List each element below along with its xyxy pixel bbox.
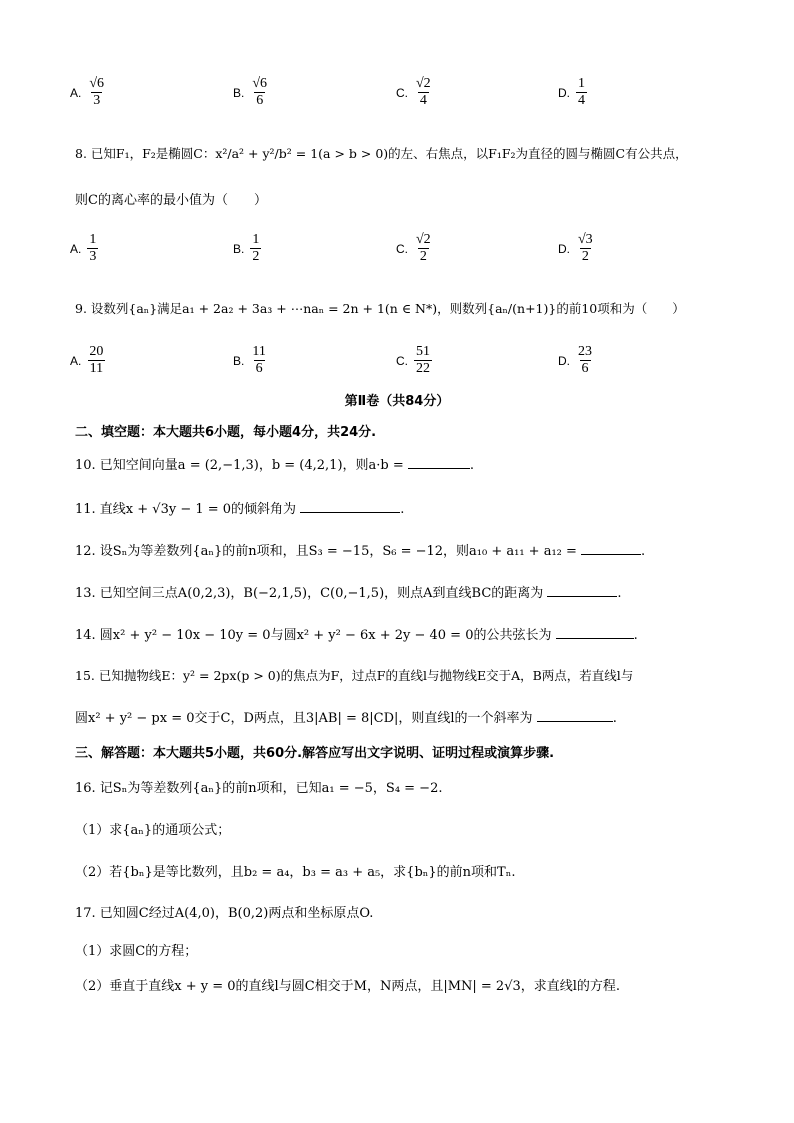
q12-answer-blank — [581, 542, 641, 555]
q13: 13. 已知空间三点A(0,2,3)，B(−2,1,5)，C(0,−1,5)，则点A到直线BC的距离为 . — [75, 586, 622, 601]
q15-line2: 圆x² + y² − px = 0交于C，D两点，且3|AB| = 8|CD|，则直线l的一个斜率为 . — [75, 711, 617, 726]
q14: 14. 圆x² + y² − 10x − 10y = 0与圆x² + y² − 6x + 2y − 40 = 0的公共弦长为 . — [75, 628, 638, 643]
q14-answer-blank — [556, 626, 634, 639]
q13-answer-blank — [547, 584, 617, 597]
q7-a-fraction: $\frac{√6}{3}$ — [89, 76, 105, 108]
q15-line1: 15. 已知抛物线E：y² = 2px(p > 0)的焦点为F，过点F的直线l与抛物线E交于A，B两点，若直线l与 — [75, 668, 634, 683]
q7-b-fraction: $\frac{√6}{6}$ — [252, 76, 268, 108]
q7-option-b: B. $\frac{√6}{6}$ — [233, 76, 268, 108]
section-answer-title: 三、解答题：本大题共5小题，共60分.解答应写出文字说明、证明过程或演算步骤. — [75, 746, 555, 761]
part-two-title: 第Ⅱ卷（共84分） — [344, 394, 450, 409]
q12: 12. 设Sₙ为等差数列{aₙ}的前n项和，且S₃ = −15，S₆ = −12，则a₁₀ + a₁₁ + a₁₂ = . — [75, 544, 646, 559]
q10: 10. 已知空间向量a = (2,−1,3)，b = (4,2,1)，则a·b = . — [75, 458, 475, 473]
q8-option-b: B. $\frac{1}{2}$ — [233, 232, 260, 264]
q10-answer-blank — [408, 456, 470, 469]
q7-d-fraction: $\frac{1}{4}$ — [578, 76, 585, 108]
q8-stem-line2: 则C的离心率的最小值为（ ） — [75, 193, 267, 208]
q7-option-a: A. $\frac{√6}{3}$ — [70, 76, 105, 108]
q17-part1: （1）求圆C的方程； — [75, 944, 198, 959]
q8-option-d: D. $\frac{√3}{2}$ — [558, 232, 593, 264]
q15-answer-blank — [537, 709, 613, 722]
q9-option-b: B. $\frac{11}{6}$ — [233, 344, 266, 376]
q17-part2: （2）垂直于直线x + y = 0的直线l与圆C相交于M，N两点，且|MN| = 2√3，求直线l的方程. — [75, 979, 621, 994]
q9-option-c: C. $\frac{51}{22}$ — [396, 344, 430, 376]
q8-option-a: A. $\frac{1}{3}$ — [70, 232, 97, 264]
q11: 11. 直线x + √3y − 1 = 0的倾斜角为 . — [75, 502, 405, 517]
q9-option-a: A. $\frac{20}{11}$ — [70, 344, 104, 376]
q8-stem-line1: 8. 已知F₁，F₂是椭圆C：x²/a² + y²/b² = 1(a > b > 0)的左、右焦点，以F₁F₂为直径的圆与椭圆C有公共点， — [75, 146, 688, 161]
q16-stem: 16. 记Sₙ为等差数列{aₙ}的前n项和，已知a₁ = −5，S₄ = −2. — [75, 781, 443, 796]
q17-stem: 17. 已知圆C经过A(4,0)，B(0,2)两点和坐标原点O. — [75, 906, 374, 921]
q9-stem: 9. 设数列{aₙ}满足a₁ + 2a₂ + 3a₃ + ⋯naₙ = 2n + 1(n ∈ N*)，则数列{aₙ/(n+1)}的前10项和为（ ） — [75, 301, 685, 316]
q7-option-d: D. $\frac{1}{4}$ — [558, 76, 585, 108]
q8-option-c: C. $\frac{√2}{2}$ — [396, 232, 431, 264]
q11-answer-blank — [300, 500, 400, 513]
q16-part2: （2）若{bₙ}是等比数列，且b₂ = a₄，b₃ = a₃ + a₅，求{bₙ}的前n项和Tₙ. — [75, 865, 516, 880]
q7-c-fraction: $\frac{√2}{4}$ — [416, 76, 431, 108]
section-fill-blank-title: 二、填空题：本大题共6小题，每小题4分，共24分. — [75, 425, 377, 440]
q7-option-c: C. $\frac{√2}{4}$ — [396, 76, 431, 108]
q16-part1: （1）求{aₙ}的通项公式； — [75, 823, 231, 838]
q9-option-d: D. $\frac{23}{6}$ — [558, 344, 592, 376]
